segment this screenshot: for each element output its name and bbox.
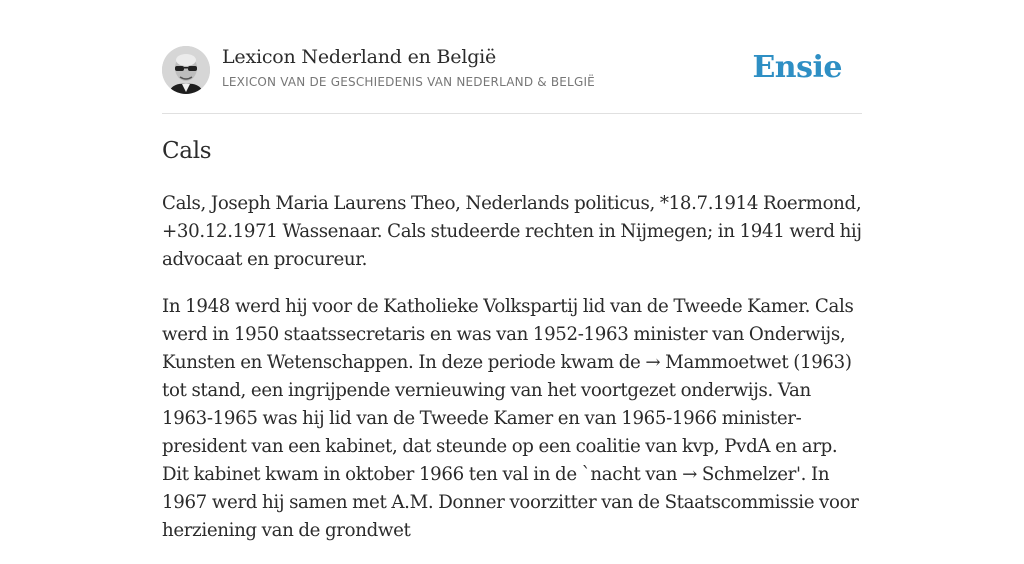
site-header	[162, 46, 862, 96]
paragraph-text: In 1948 werd hij voor de Katholieke Volkspartij lid van de Tweede Kamer. Cals werd in 1950 staatssecretaris en was van 1952-1963 minister van Onderwijs, Kunsten en Wetenschappen. In deze periode kwam de	[162, 296, 854, 373]
avatar-portrait-icon	[162, 46, 210, 94]
article-paragraph-1: Cals, Joseph Maria Laurens Theo, Nederlands politicus, *18.7.1914 Roermond, +30.12.1971 Wassenaar. Cals studeerde rechten in Nijmegen; in 1941 werd hij advocaat en procureur.	[162, 193, 862, 270]
page-title: Cals	[162, 138, 212, 164]
paragraph-text: '. In 1967 werd hij samen met A.M. Donner voorzitter van de Staatscommissie voor herziening van de grondwet	[162, 464, 859, 541]
schmelzer-link[interactable]: → Schmelzer	[682, 464, 796, 485]
site-subtitle: LEXICON VAN DE GESCHIEDENIS VAN NEDERLAND & BELGIË	[222, 75, 595, 89]
site-title[interactable]: Lexicon Nederland en België	[222, 46, 497, 68]
paragraph-text: (1963) tot stand, een ingrijpende vernieuwing van het voortgezet onderwijs. Van 1963-1965 was hij lid van de Tweede Kamer en van 1965-1966 minister-president van een kabinet, dat steunde op een coalitie van kvp, PvdA en arp. Dit kabinet kwam in oktober 1966 ten val in de `nacht van	[162, 352, 852, 485]
mammoetwet-link[interactable]: → Mammoetwet	[645, 352, 789, 373]
article-body	[162, 190, 862, 564]
header-divider	[162, 113, 862, 114]
author-avatar[interactable]	[162, 46, 210, 94]
article-paragraph-2	[162, 293, 862, 545]
ensie-logo[interactable]: Ensie	[752, 50, 842, 85]
